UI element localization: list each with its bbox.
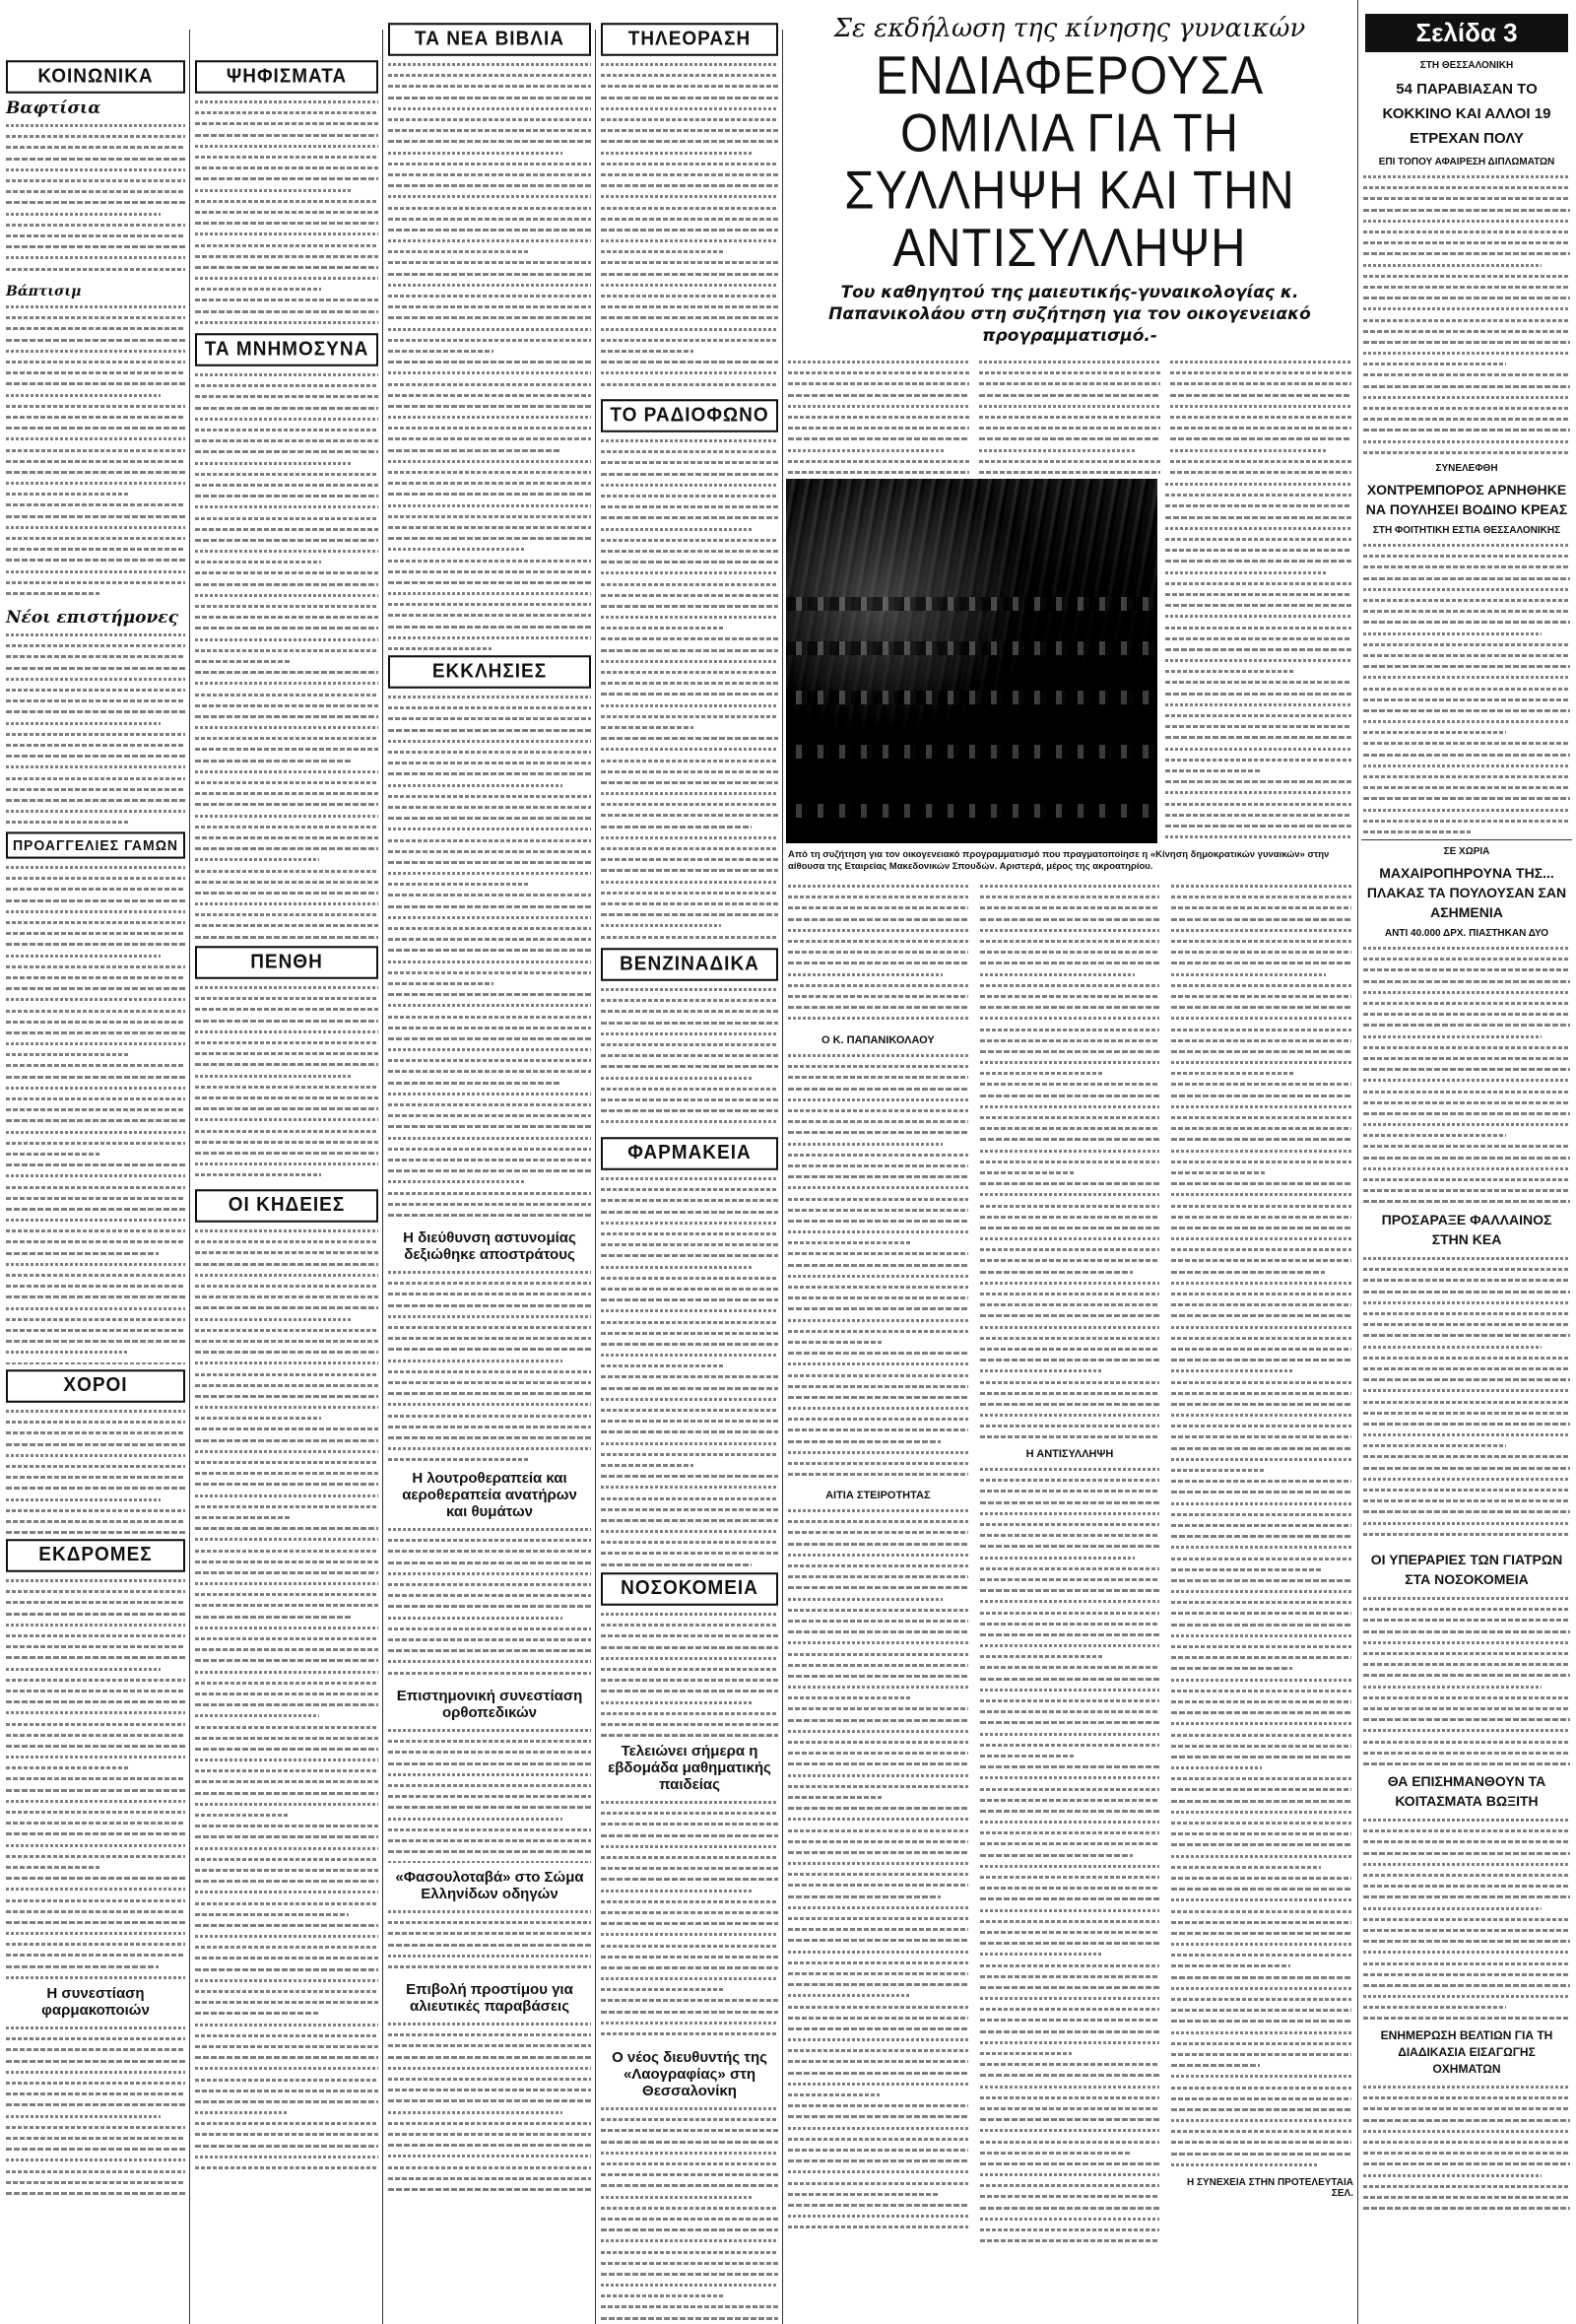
headline-vehicle-imports: ΕΝΗΜΕΡΩΣΗ ΒΕΛΤΙΩΝ ΓΙΑ ΤΗ ΔΙΑΔΙΚΑΣΙΑ ΕΙΣΑΓΩΓΗΣ ΟΧΗΜΑΤΩΝ (1380, 2028, 1553, 2076)
body-text (386, 59, 593, 650)
body-text (786, 357, 971, 475)
divider (1361, 839, 1572, 840)
column-divider (1357, 0, 1358, 2324)
headline-fake-silver: ΜΑΧΑΙΡΟΠΗΡΟΥΝΑ ΤΗΣ... ΠΛΑΚΑΣ ΤΑ ΠΟΥΛΟΥΣΑΝ ΣΑΝ ΑΣΗΜΕΝΙΑ (1366, 865, 1567, 920)
body-text (193, 982, 380, 1184)
body-text (4, 2023, 187, 2200)
column-divider (595, 30, 596, 2324)
body-text (386, 1267, 593, 1464)
headline-bauxite: ΘΑ ΕΠΙΣΗΜΑΝΘΟΥΝ ΤΑ ΚΟΙΤΑΣΜΑΤΑ ΒΩΞΙΤΗ (1387, 1773, 1546, 1809)
headline-orthopedic-meeting: Επιστημονική συνεστίαση ορθοπεδικών (396, 1688, 583, 1721)
section-header-wedding-announcements: ΠΡΟΑΓΓΕΛΙΕΣ ΓΑΜΩΝ (6, 831, 185, 858)
body-text (1361, 1815, 1572, 2022)
subhead-new-scientists: Νέοι επιστήμονες (6, 608, 178, 628)
body-text (978, 1464, 1162, 2247)
body-text (193, 97, 380, 328)
body-text (599, 1173, 780, 1567)
body-text (786, 1505, 970, 2234)
main-headline: ΕΝΔΙΑΦΕΡΟΥΣΑ ΟΜΙΛΙΑ ΓΙΑ ΤΗ ΣΥΛΛΗΨΗ ΚΑΙ ΤΗΝ ΑΝΤΙΣΥΛΛΗΨΗ (844, 45, 1295, 279)
section-header-excursions: ΕΚΔΡΟΜΕΣ (6, 1539, 185, 1572)
headline-whale-kea: ΠΡΟΣΑΡΑΞΕ ΦΑΛΛΑΙΝΟΣ ΣΤΗΝ ΚΕΑ (1381, 1212, 1552, 1247)
dateline: ΣΤΗ ΘΕΣΣΑΛΟΝΙΚΗ (1419, 60, 1514, 71)
body-text (599, 1609, 780, 1737)
body-text (599, 984, 780, 1132)
body-text (386, 1725, 593, 1863)
main-story (786, 0, 1353, 2247)
body-text (786, 1050, 970, 1484)
section-header-social: ΚΟΙΝΩΝΙΚΑ (6, 60, 185, 94)
body-text (599, 435, 780, 943)
body-text (193, 369, 380, 941)
subhead-two-caught: ΑΝΤΙ 40.000 ΔΡΧ. ΠΙΑΣΤΗΚΑΝ ΔΥΟ (1384, 928, 1549, 939)
section-header-resolutions: ΨΗΦΙΣΜΑΤΑ (195, 60, 378, 94)
section-header-pharmacies: ΦΑΡΜΑΚΕΙΑ (601, 1137, 778, 1170)
kicker-arrested: ΣΥΝΕΛΕΦΘΗ (1435, 463, 1498, 474)
section-header-new-books: ΤΑ ΝΕΑ ΒΙΒΛΙΑ (388, 23, 591, 56)
section-head-sterility: ΑΙΤΙΑ ΣΤΕΙΡΟΤΗΤΑΣ (825, 1490, 931, 1501)
headline-folklore-director: Ο νέος διευθυντής της «Λαογραφίας» στη Θεσσαλονίκη (612, 2049, 767, 2099)
body-text (1361, 943, 1572, 1204)
headline-doctors-overtime: ΟΙ ΥΠΕΡΑΡΙΕΣ ΤΩΝ ΓΙΑΤΡΩΝ ΣΤΑ ΝΟΣΟΚΟΜΕΙΑ (1370, 1552, 1563, 1587)
headline-math-week: Τελειώνει σήμερα η εβδομάδα μαθηματικής παιδείας (608, 1743, 771, 1793)
body-text (786, 881, 970, 1029)
section-head-contraception: Η ΑΝΤΙΣΥΛΛΗΨΗ (1025, 1448, 1114, 1460)
body-text (4, 1575, 187, 1979)
column-social (4, 0, 187, 2200)
column-new-books (386, 0, 593, 2196)
section-header-memorials: ΤΑ ΜΝΗΜΟΣΥΝΑ (195, 333, 378, 366)
body-text (1361, 171, 1572, 457)
body-text (4, 630, 187, 827)
body-text (1168, 357, 1353, 475)
body-text (1163, 479, 1353, 843)
body-text (1361, 540, 1572, 835)
body-text (978, 881, 1162, 1442)
subhead-baptisms: Βαφτίσια (6, 99, 101, 118)
subhead-baptisms-2: Βάπτισιμ (6, 284, 82, 299)
body-text (386, 1906, 593, 1975)
body-text (599, 1797, 780, 2043)
column-divider (189, 30, 190, 2324)
subheadline: Του καθηγητού της μαιευτικής-γυναικολογίας κ. Παπανικολάου στη συζήτηση για τον οικογενειακό προγραμματισμό.- (828, 283, 1311, 346)
page-label: Σελίδα 3 (1365, 14, 1568, 52)
body-text (386, 1524, 593, 1682)
headline-meat-merchant: ΧΟΝΤΡΕΜΠΟΡΟΣ ΑΡΝΗΘΗΚΕ ΝΑ ΠΟΥΛΗΣΕΙ ΒΟΔΙΝΟ ΚΡΕΑΣ (1365, 482, 1568, 517)
body-text (1169, 881, 1353, 2171)
section-header-mourning: ΠΕΝΘΗ (195, 946, 378, 979)
continued-note: Η ΣΥΝΕΧΕΙΑ ΣΤΗΝ ΠΡΟΤΕΛΕΥΤΑΙΑ ΣΕΛ. (1186, 2177, 1354, 2199)
headline-traffic-violations: 54 ΠΑΡΑΒΙΑΣΑΝ ΤΟ ΚΟΚΚΙΝΟ ΚΑΙ ΑΛΛΟΙ 19 ΕΤΡΕΧΑΝ ΠΟΛΥ (1382, 81, 1551, 147)
body-text (599, 2103, 780, 2324)
audience-photo (786, 479, 1157, 843)
column-divider (782, 30, 783, 2324)
body-text (977, 357, 1162, 475)
body-text (4, 120, 187, 278)
body-text (4, 862, 187, 1364)
column-television (599, 0, 780, 2324)
right-column (1361, 0, 1572, 2215)
column-resolutions (193, 0, 380, 2176)
section-header-dances: ΧΟΡΟΙ (6, 1369, 185, 1403)
headline-fishing-fines: Επιβολή προστίμου για αλιευτικές παραβάσεις (406, 1981, 573, 2015)
section-header-hospitals: ΝΟΣΟΚΟΜΕΙΑ (601, 1572, 778, 1606)
body-text (1361, 2082, 1572, 2215)
column-divider (382, 30, 383, 2324)
body-text (1361, 1593, 1572, 1765)
body-text (4, 1406, 187, 1534)
body-text (386, 2019, 593, 2196)
body-text (4, 301, 187, 602)
section-head-papanikolaou: Ο Κ. ΠΑΠΑΝΙΚΟΛΑΟΥ (821, 1034, 935, 1046)
headline-bath-therapy: Η λουτροθεραπεία και αεροθεραπεία ανατήρων και θυμάτων (402, 1470, 577, 1520)
section-header-television: ΤΗΛΕΟΡΑΣΗ (601, 23, 778, 56)
headline-pharmacists-dinner: Η συνεστίαση φαρμακοποιών (41, 1985, 150, 2019)
kicker: Σε εκδήλωση της κίνησης γυναικών (833, 14, 1306, 43)
body-text (599, 59, 780, 394)
body-text (193, 1226, 380, 2176)
section-header-radio: ΤΟ ΡΑΔΙΟΦΩΝΟ (601, 399, 778, 432)
subhead-student-hostel: ΣΤΗ ΦΟΙΤΗΤΙΚΗ ΕΣΤΙΑ ΘΕΣΣΑΛΟΝΙΚΗΣ (1372, 525, 1561, 536)
kicker-villages: ΣΕ ΧΩΡΙΑ (1443, 846, 1490, 857)
photo-caption: Από τη συζήτηση για τον οικογενειακό προγραμματισμό που πραγματοποίησε η «Κίνηση δημοκρατικών γυναικών» στην αίθουσα της Εταιρείας Μακεδονικών Σπουδών. Αριστερά, μέρος της ακροατηρίου. (788, 849, 1330, 872)
body-text (1361, 1253, 1572, 1544)
body-text (386, 692, 593, 1224)
section-header-funerals: ΟΙ ΚΗΔΕΙΕΣ (195, 1189, 378, 1223)
subhead-license-removal: ΕΠΙ ΤΟΠΟΥ ΑΦΑΙΡΕΣΗ ΔΙΠΛΩΜΑΤΩΝ (1378, 157, 1555, 167)
headline-police-reception: Η διεύθυνση αστυνομίας δεξιώθηκε αποστράτους (403, 1229, 576, 1263)
headline-women-drivers: «Φασουλοταβά» στο Σώμα Ελληνίδων οδηγών (395, 1869, 584, 1902)
section-header-petrol-stations: ΒΕΝΖΙΝΑΔΙΚΑ (601, 948, 778, 981)
section-header-churches: ΕΚΚΛΗΣΙΕΣ (388, 655, 591, 689)
